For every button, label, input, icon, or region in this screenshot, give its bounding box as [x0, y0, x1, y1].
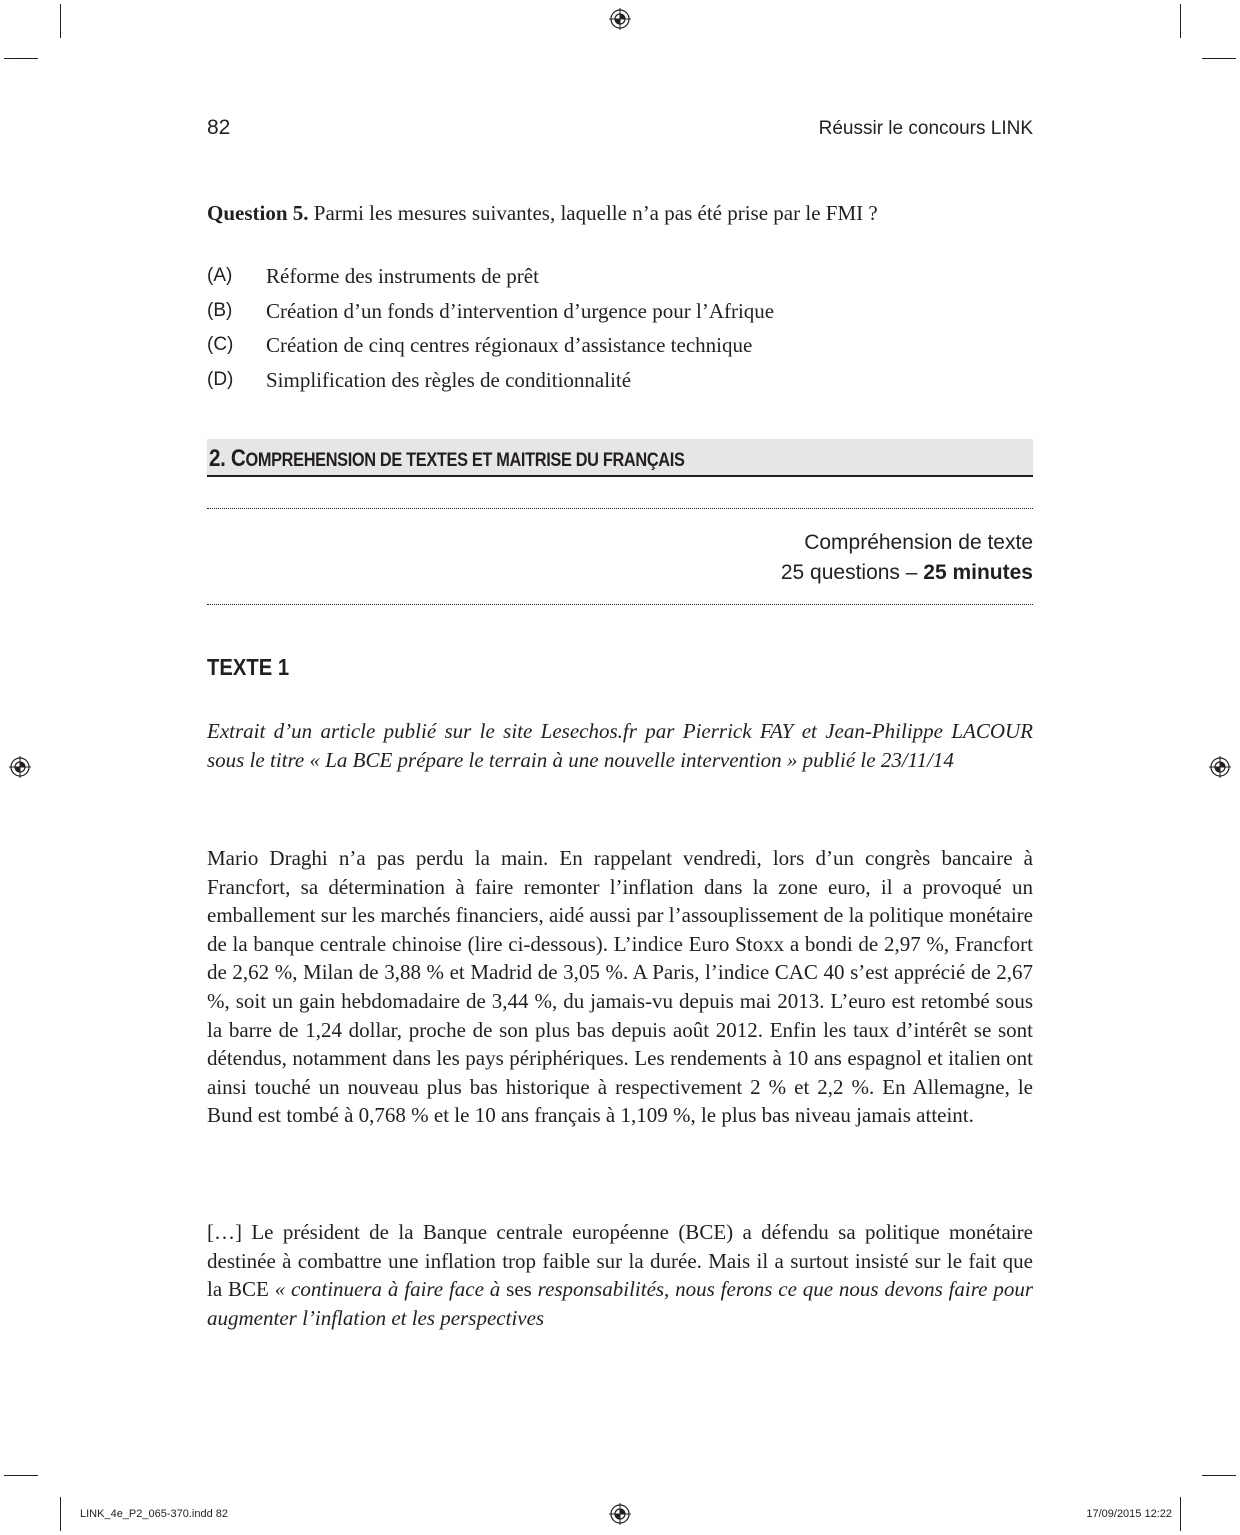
section-number: 2.: [209, 445, 226, 472]
dotted-divider-top: [207, 508, 1033, 509]
slug-file: LINK_4e_P2_065-370.indd 82: [80, 1508, 229, 1520]
section-heading: [207, 439, 1033, 477]
paragraph-2: [207, 1218, 1033, 1332]
crop-mark-bottom-right: [1180, 1497, 1181, 1531]
option-text: Simplification des règles de conditionnalité: [266, 367, 632, 392]
source-note: Extrait d’un article publié sur le site Lesechos.fr par Pierrick FAY et Jean-Philippe LACOUR sous le titre « La BCE prépare le terrain à une nouvelle intervention » publié le 23/11/14: [207, 719, 1033, 772]
registration-mark-top-icon: [609, 8, 631, 30]
registration-mark-right-icon: [1209, 756, 1231, 778]
exercise-count: [781, 558, 1033, 588]
option-letter: (D): [207, 368, 234, 390]
exercise-meta: [781, 528, 1033, 588]
slug-datetime: 17/09/2015 12:22: [1086, 1508, 1172, 1520]
registration-mark-bottom-icon: [609, 1503, 631, 1525]
crop-mark-top-left-h: [4, 58, 38, 59]
option-text: Création de cinq centres régionaux d’assistance technique: [266, 333, 753, 357]
option-c: [207, 333, 1033, 368]
section-title: [209, 445, 685, 473]
paragraph-2-connector: ses: [500, 1277, 538, 1302]
running-title: Réussir le concours LINK: [818, 118, 1033, 139]
text-title: TEXTE 1: [207, 654, 290, 680]
crop-mark-top-right-h: [1202, 58, 1236, 59]
registration-mark-left-icon: [9, 756, 31, 778]
option-letter: (C): [207, 334, 234, 355]
paragraph-2-quote-a: « continuera à faire face à: [274, 1277, 501, 1302]
option-text: Réforme des instruments de prêt: [266, 264, 539, 288]
crop-mark-top-right: [1180, 4, 1181, 38]
exercise-duration: 25 minutes: [923, 561, 1033, 584]
dotted-divider-bottom: [207, 604, 1033, 605]
option-d: [207, 368, 1033, 403]
section-title-initial: C: [230, 445, 246, 472]
question-count: 25 questions –: [780, 561, 924, 584]
question-text: Parmi les mesures suivantes, laquelle n’a pas été prise par le FMI ?: [313, 201, 878, 225]
exercise-subtitle: Compréhension de texte: [804, 531, 1033, 554]
page-number: 82: [207, 116, 231, 139]
question-5: [207, 201, 1033, 226]
crop-mark-top-left: [60, 4, 61, 38]
paragraph-2-text: […] Le président de la Banque centrale européenne (BCE) a défendu sa politique monétaire destinée à combattre une inflation trop faible sur la durée. Mais il a surtout insisté sur le fait que la BCE: [207, 1220, 1033, 1302]
option-b: [207, 299, 1033, 334]
answer-options: [207, 264, 1033, 402]
option-letter: (B): [207, 299, 233, 321]
paragraph-2-quote-b: responsabilités, nous ferons ce que nous devons faire pour augmenter l’inflation et les perspectives: [207, 1277, 1034, 1330]
option-letter: (A): [207, 265, 233, 286]
crop-mark-bottom-left: [60, 1497, 61, 1531]
paragraph-1: Mario Draghi n’a pas perdu la main. En rappelant vendredi, lors d’un congrès bancaire à Francfort, sa détermination à faire remonter l’inflation dans la zone euro, il a provoqué un emballement sur les marchés financiers, aidé aussi par l’assouplissement de la politique monétaire de la banque centrale chinoise (lire ci-dessous). L’indice Euro Stoxx a bondi de 2,97 %, Francfort de 2,62 %, Milan de 3,88 % et Madrid de 3,05 %. A Paris, l’indice CAC 40 s’est apprécié de 2,67 %, soit un gain hebdomadaire de 3,44 %, du jamais-vu depuis mai 2013. L’euro est retombé sous la barre de 1,24 dollar, proche de son plus bas depuis août 2012. Enfin les taux d’intérêt se sont détendus, notamment dans les pays périphériques. Les rendements à 10 ans espagnol et italien ont ainsi touché un nouveau plus bas historique à respectivement 2 % et 2,2 %. En Allemagne, le Bund est tombé à 0,768 % et le 10 ans français à 1,109 %, le plus bas niveau jamais atteint.: [207, 846, 1033, 1128]
option-a: [207, 264, 1033, 299]
crop-mark-bottom-right-h: [1202, 1475, 1236, 1476]
section-title-rest: OMPREHENSION DE TEXTES ET MAITRISE DU FRANÇAIS: [245, 450, 685, 471]
option-text: Création d’un fonds d’intervention d’urgence pour l’Afrique: [266, 298, 775, 323]
question-label: Question 5.: [207, 201, 309, 225]
crop-mark-bottom-left-h: [4, 1475, 38, 1476]
